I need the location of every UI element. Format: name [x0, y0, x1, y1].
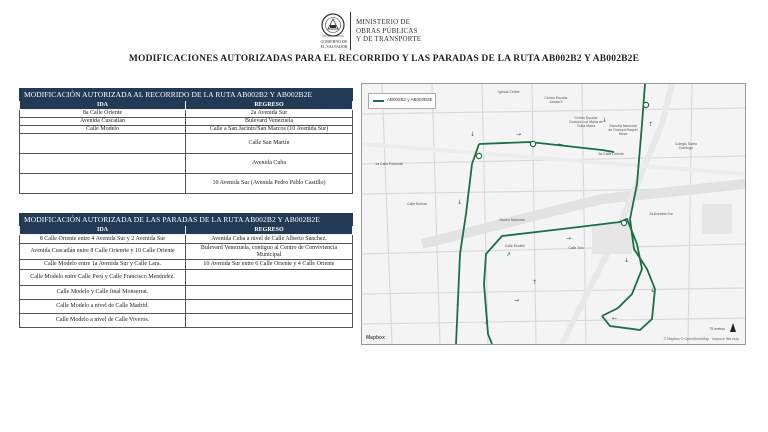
route-modification-table — [19, 88, 353, 194]
ministry-name: MINISTERIO DE OBRAS PÚBLICAS Y DE TRANSPORTE — [356, 18, 422, 43]
legend-route-swatch — [373, 100, 384, 102]
table-row: Calle San Martín — [20, 134, 353, 154]
map-attribution[interactable]: © Mapbox © OpenStreetMap · Improve this map — [663, 337, 739, 341]
table-row: Avenida Cuscatlán Bulevard Venezuela — [20, 118, 353, 126]
col-header-ida: IDA — [20, 101, 186, 110]
map-label: Iglesia Ceinte — [498, 90, 520, 94]
map-label: 2a Avenida Sur — [649, 212, 673, 216]
map-label: Centro Escolar Doctora Luz Maria de Cuba Mena — [569, 116, 603, 128]
svg-text:→: → — [516, 131, 522, 138]
svg-text:→: → — [514, 297, 520, 304]
table-row: Calle Modelo y Calle final Monserrat. — [20, 286, 353, 300]
svg-text:←: ← — [558, 141, 564, 148]
map-provider-logo[interactable]: Mapbox — [366, 335, 385, 341]
header-divider — [350, 12, 351, 50]
svg-text:↑: ↑ — [648, 121, 654, 128]
table-row: Avenida Cuscatlán entre 8 Calle Orienrte y 10 Calle Oriente Bulevard Venezuela, contiguo al Centro de Conviviencia Municipal — [20, 244, 353, 260]
svg-text:↓: ↓ — [457, 199, 463, 206]
map-label: Calle Modelo — [504, 244, 526, 248]
col-header-regreso: REGRESO — [186, 101, 353, 110]
map-label: 9a Calle Oriente — [598, 152, 624, 156]
table-row: Calle Modelo entre 1a Avenida Sur y Calle Lara. 10 Avenida Sur entre 6 Calle Oriente y 4 Calle Oriente — [20, 260, 353, 270]
map-label: Colegio Santo Domingo — [675, 142, 697, 150]
svg-text:↓: ↓ — [624, 257, 630, 264]
legend-label: AB002B2 y AB002B2E — [387, 97, 433, 102]
map-label: Escuela Nacional de Doctora Raquel Mesa — [608, 124, 638, 136]
svg-text:↓: ↓ — [470, 131, 476, 138]
svg-text:↓: ↓ — [650, 287, 656, 294]
col-header-regreso: REGRESO — [186, 226, 353, 235]
col-header-ida: IDA — [20, 226, 186, 235]
seal-caption: GOBIERNO DE EL SALVADOR — [320, 39, 348, 49]
svg-text:↑: ↑ — [532, 279, 538, 286]
svg-text:↗: ↗ — [506, 251, 512, 258]
svg-text:→: → — [566, 235, 572, 242]
map-label: Centro Escolar Jolutla II — [544, 96, 568, 104]
table-title: MODIFICACIÓN AUTORIZADA AL RECORRIDO DE LA RUTA AB002B2 Y AB002B2E — [20, 89, 353, 101]
map-legend — [368, 93, 436, 109]
table-row: 8a Calle Oriente 2a Avenida Sur — [20, 110, 353, 118]
svg-text:↓: ↓ — [602, 117, 608, 124]
table-row: 8 Calle Oriente entre 4 Avenida Sur y 2 Avenida Sur Avenida Cuba a nivel de Calle Alberto Sánchez. — [20, 235, 353, 244]
stops-modification-table — [19, 213, 353, 328]
map-label: Calle Bolívar — [407, 202, 427, 206]
table-row: Calle Modelo Calle a San Jacinto/San Marcos (10 Avenida Sur) — [20, 126, 353, 134]
svg-text:←: ← — [612, 315, 618, 322]
map-canvas — [362, 84, 745, 344]
table-row: Calle Modelo a nivel de Calle Madrid. — [20, 300, 353, 314]
map-label: Calle Tolú — [568, 246, 584, 250]
table-row: Calle Modelo entre Calle Perú y Calle Francisco Menéndez. — [20, 270, 353, 286]
table-row: Calle Modelo a nivel de Calle Viveros. — [20, 314, 353, 328]
route-map[interactable] — [361, 83, 746, 345]
page-title: MODIFICACIONES AUTORIZADAS PARA EL RECORRIDO Y LAS PARADAS DE LA RUTA AB002B2 Y AB002B2E — [128, 54, 640, 64]
coat-of-arms-icon — [318, 12, 348, 40]
table-title: MODIFICACIÓN AUTORIZADA DE LAS PARADAS DE LA RUTA AB002B2 Y AB002B2E — [20, 214, 353, 226]
map-label: Museo Nacional — [499, 218, 525, 222]
table-row: Avenida Cuba — [20, 154, 353, 174]
table-row: 10 Avenida Sur (Avenida Pedro Pablo Castillo) — [20, 174, 353, 194]
map-label: 1a Calle Poniente — [375, 162, 403, 166]
svg-text:↗: ↗ — [484, 319, 490, 326]
north-arrow-icon — [730, 323, 736, 332]
svg-text:↓: ↓ — [455, 301, 461, 308]
document-header — [0, 6, 768, 48]
map-scale: 75 metros — [709, 327, 725, 331]
